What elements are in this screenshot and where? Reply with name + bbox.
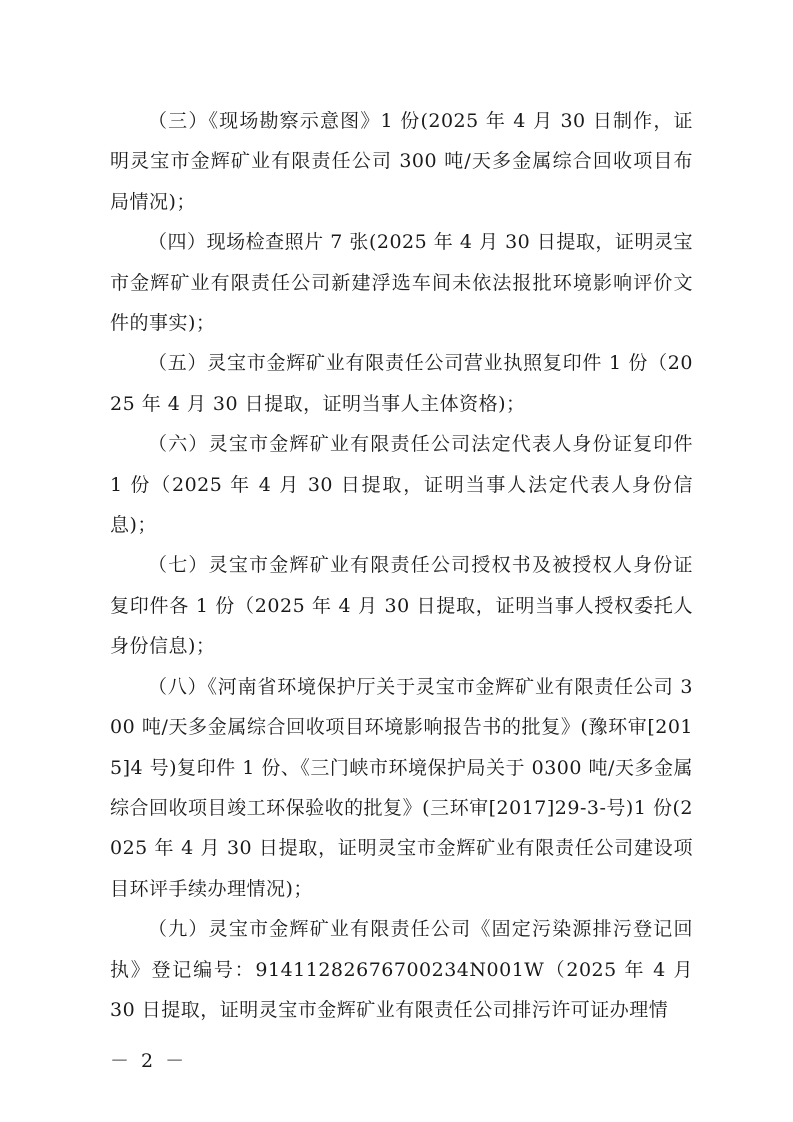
document-body (110, 101, 693, 1030)
evidence-item-5: （五）灵宝市金辉矿业有限责任公司营业执照复印件 1 份（2025 年 4 月 30 日提取，证明当事人主体资格)； (110, 352, 693, 415)
evidence-item-3: （三）《现场勘察示意图》1 份(2025 年 4 月 30 日制作，证明灵宝市金辉矿业有限责任公司 300 吨/天多金属综合回收项目布局情况)； (110, 110, 693, 213)
page-number: － 2 － (110, 1050, 188, 1072)
evidence-item-8: （八）《河南省环境保护厅关于灵宝市金辉矿业有限责任公司 300 吨/天多金属综合回收项目环境影响报告书的批复》(豫环审[2015]4 号)复印件 1 份、《三门峡市环境保护局关于 0300 吨/天多金属综合回收项目竣工环保验收的批复》(三环审[2017]29-3-号)1 份(2025 年 4 月 30 日提取，证明灵宝市金辉矿业有限责任公司建设项目环评手续办理情况)； (110, 675, 693, 900)
evidence-item-4: （四）现场检查照片 7 张(2025 年 4 月 30 日提取，证明灵宝市金辉矿业有限责任公司新建浮选车间未依法报批环境影响评价文件的事实)； (110, 231, 693, 335)
evidence-item-9: （九）灵宝市金辉矿业有限责任公司《固定污染源排污登记回执》登记编号：91411282676700234N001W（2025 年 4 月 30 日提取，证明灵宝市金辉矿业有限责任公司排污许可证办理情 (110, 918, 693, 1021)
evidence-item-7: （七）灵宝市金辉矿业有限责任公司授权书及被授权人身份证复印件各 1 份（2025 年 4 月 30 日提取，证明当事人授权委托人身份信息)； (110, 554, 693, 658)
evidence-item-6: （六）灵宝市金辉矿业有限责任公司法定代表人身份证复印件 1 份（2025 年 4 月 30 日提取，证明当事人法定代表人身份信息)； (110, 433, 693, 537)
